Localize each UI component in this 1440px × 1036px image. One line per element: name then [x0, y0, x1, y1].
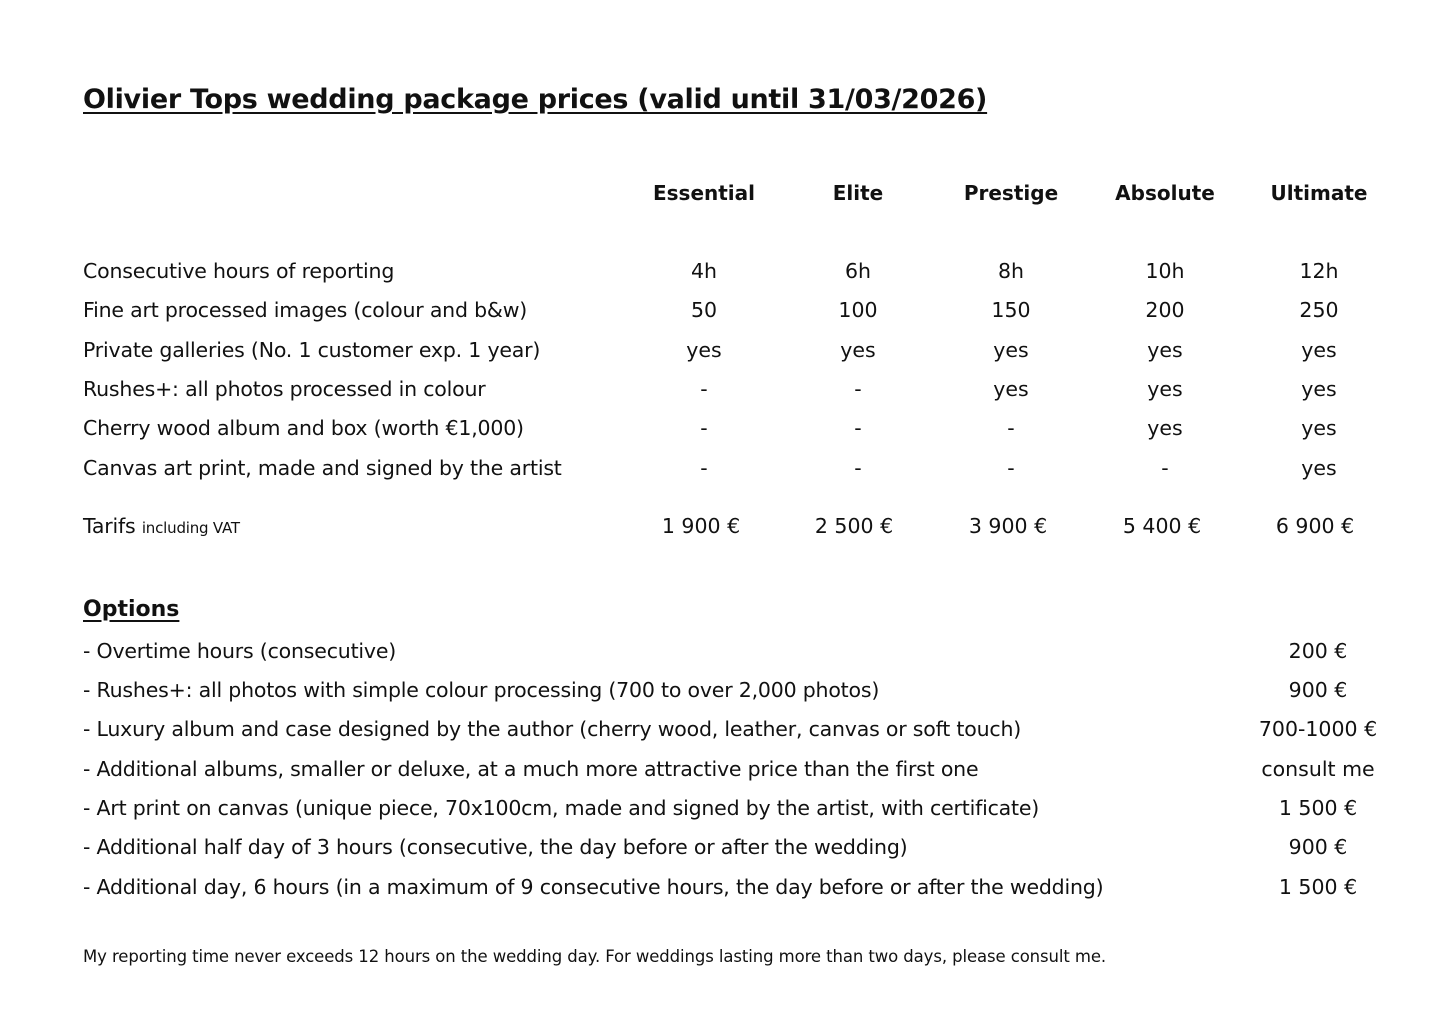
- row-label-canvas: Canvas art print, made and signed by the artist: [83, 456, 562, 480]
- table-cell: 150: [991, 298, 1031, 322]
- option-label: - Additional albums, smaller or deluxe, at a much more attractive price than the first one: [83, 757, 979, 781]
- package-header-absolute: Absolute: [1115, 181, 1215, 205]
- table-cell: -: [700, 456, 708, 480]
- table-cell: yes: [1147, 416, 1183, 440]
- tarifs-label: Tarifs: [83, 514, 136, 538]
- footnote: My reporting time never exceeds 12 hours on the wedding day. For weddings lasting more than two days, please consult me.: [83, 947, 1107, 966]
- table-cell: 4h: [690, 259, 718, 283]
- option-label: - Luxury album and case designed by the author (cherry wood, leather, canvas or soft touch): [83, 717, 1022, 741]
- table-cell: 6h: [844, 259, 872, 283]
- table-cell: -: [1007, 456, 1015, 480]
- row-label-hours: Consecutive hours of reporting: [83, 259, 395, 283]
- package-header-prestige: Prestige: [963, 181, 1059, 205]
- option-price: 200 €: [1288, 639, 1348, 663]
- price-ultimate: 6 900 €: [1275, 514, 1355, 538]
- table-cell: 8h: [997, 259, 1025, 283]
- tarifs-label-row: [83, 514, 240, 538]
- table-cell: yes: [1301, 377, 1337, 401]
- table-cell: 100: [838, 298, 878, 322]
- table-cell: -: [854, 456, 862, 480]
- price-elite: 2 500 €: [814, 514, 894, 538]
- table-cell: yes: [993, 377, 1029, 401]
- table-cell: 250: [1299, 298, 1339, 322]
- option-label: - Art print on canvas (unique piece, 70x100cm, made and signed by the artist, with certificate): [83, 796, 1040, 820]
- package-header-elite: Elite: [832, 181, 884, 205]
- package-header-essential: Essential: [652, 181, 756, 205]
- option-label: - Additional day, 6 hours (in a maximum of 9 consecutive hours, the day before or after the wedding): [83, 875, 1104, 899]
- price-essential: 1 900 €: [661, 514, 741, 538]
- price-prestige: 3 900 €: [968, 514, 1048, 538]
- table-cell: yes: [1147, 377, 1183, 401]
- option-label: - Rushes+: all photos with simple colour processing (700 to over 2,000 photos): [83, 678, 880, 702]
- table-cell: yes: [993, 338, 1029, 362]
- option-label: - Additional half day of 3 hours (consecutive, the day before or after the wedding): [83, 835, 908, 859]
- option-price: 900 €: [1288, 678, 1348, 702]
- options-heading: Options: [83, 597, 180, 622]
- table-cell: 12h: [1299, 259, 1339, 283]
- table-cell: -: [854, 377, 862, 401]
- option-price: consult me: [1261, 757, 1375, 781]
- tarifs-vat-note: including VAT: [141, 519, 240, 537]
- table-cell: yes: [686, 338, 722, 362]
- table-cell: 200: [1145, 298, 1185, 322]
- option-price: 1 500 €: [1278, 796, 1358, 820]
- table-cell: yes: [1147, 338, 1183, 362]
- package-header-ultimate: Ultimate: [1270, 181, 1368, 205]
- table-cell: -: [700, 377, 708, 401]
- option-price: 900 €: [1288, 835, 1348, 859]
- table-cell: 50: [690, 298, 718, 322]
- table-cell: yes: [1301, 416, 1337, 440]
- table-cell: -: [1007, 416, 1015, 440]
- page-title: Olivier Tops wedding package prices (valid until 31/03/2026): [83, 84, 988, 115]
- table-cell: yes: [1301, 338, 1337, 362]
- row-label-album: Cherry wood album and box (worth €1,000): [83, 416, 524, 440]
- table-cell: -: [700, 416, 708, 440]
- table-cell: yes: [1301, 456, 1337, 480]
- row-label-galleries: Private galleries (No. 1 customer exp. 1 year): [83, 338, 541, 362]
- price-absolute: 5 400 €: [1122, 514, 1202, 538]
- table-cell: yes: [840, 338, 876, 362]
- table-cell: -: [854, 416, 862, 440]
- option-label: - Overtime hours (consecutive): [83, 639, 397, 663]
- table-cell: 10h: [1145, 259, 1185, 283]
- row-label-images: Fine art processed images (colour and b&w): [83, 298, 528, 322]
- table-cell: -: [1161, 456, 1169, 480]
- option-price: 700-1000 €: [1258, 717, 1378, 741]
- row-label-rushes: Rushes+: all photos processed in colour: [83, 377, 486, 401]
- option-price: 1 500 €: [1278, 875, 1358, 899]
